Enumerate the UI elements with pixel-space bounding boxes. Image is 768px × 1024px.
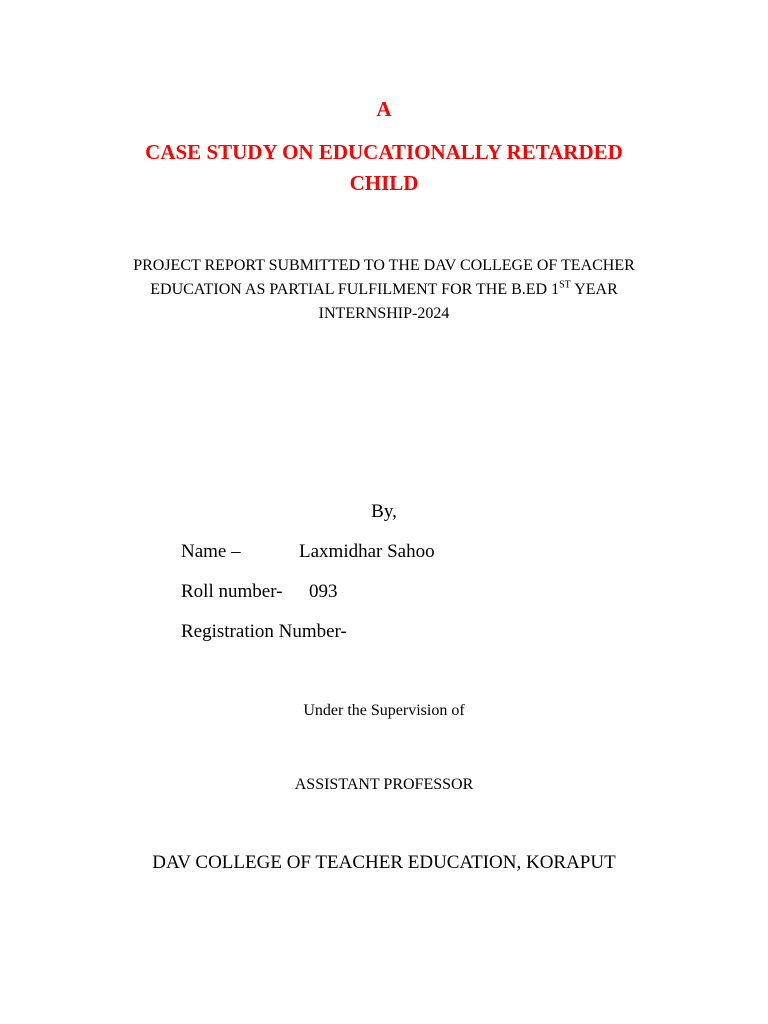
subtitle-line-2-text: EDUCATION AS PARTIAL FULFILMENT FOR THE B.ED 1 (150, 281, 560, 298)
supervisor-role: ASSISTANT PROFESSOR (294, 776, 474, 793)
subtitle-line-2-end: YEAR (570, 281, 618, 298)
name-label: Name – (181, 541, 241, 562)
roll-number-value: 093 (309, 581, 338, 602)
registration-number-label: Registration Number- (181, 621, 347, 642)
subtitle-line-3: INTERNSHIP-2024 (318, 305, 450, 322)
subtitle-line-2 (0, 278, 768, 302)
ordinal-superscript: ST (559, 279, 571, 291)
name-value: Laxmidhar Sahoo (299, 541, 435, 562)
title-line-2: CHILD (349, 171, 419, 195)
subtitle-line-1: PROJECT REPORT SUBMITTED TO THE DAV COLLEGE OF TEACHER (133, 257, 635, 274)
name-row (181, 539, 435, 565)
registration-number-row (181, 619, 347, 645)
institution-name: DAV COLLEGE OF TEACHER EDUCATION, KORAPUT (152, 852, 616, 873)
document-title (0, 137, 768, 199)
roll-number-row (181, 579, 338, 605)
title-letter: A (376, 97, 392, 121)
project-subtitle (0, 254, 768, 326)
roll-number-label: Roll number- (181, 581, 283, 602)
supervision-label: Under the Supervision of (303, 702, 465, 719)
by-label: By, (371, 501, 397, 522)
title-line-1: CASE STUDY ON EDUCATIONALLY RETARDED (145, 140, 623, 164)
